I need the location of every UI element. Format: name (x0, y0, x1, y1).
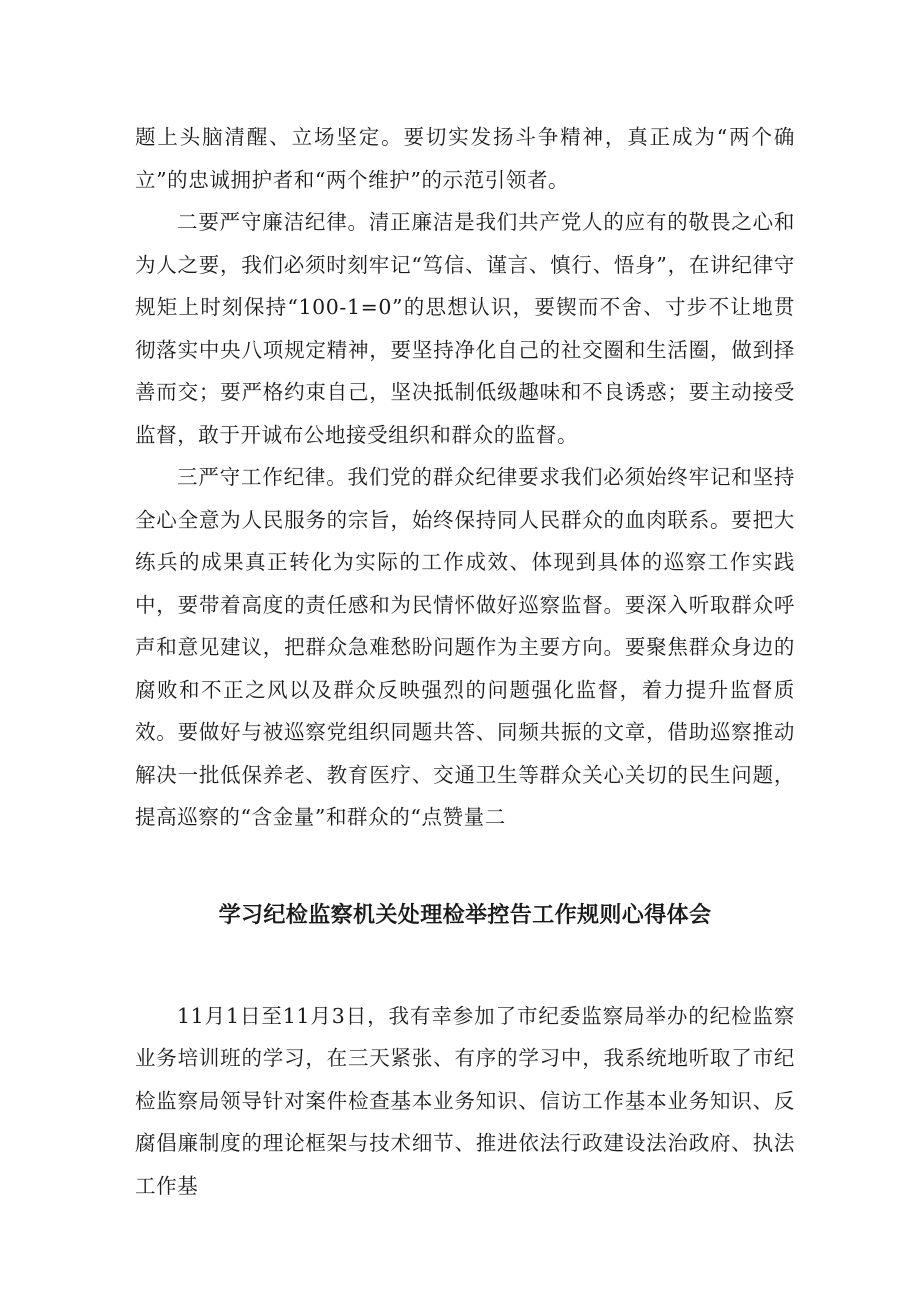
document-body (135, 116, 795, 1207)
article-title: 学习纪检监察机关处理检举控告工作规则心得体会 (218, 902, 712, 928)
paragraph-work-discipline: 三严守工作纪律。我们党的群众纪律要求我们必须始终牢记和坚持全心全意为人民服务的宗旨，始终保持同人民群众的血肉联系。要把大练兵的成果真正转化为实际的工作成效、体现到具体的巡察工作实践中，要带着高度的责任感和为民情怀做好巡察监督。要深入听取群众呼声和意见建议，把群众急难愁盼问题作为主要方向。要聚焦群众身边的腐败和不正之风以及群众反映强烈的问题强化监督，着力提升监督质效。要做好与被巡察党组织同题共答、同频共振的文章，借助巡察推动解决一批低保养老、教育医疗、交通卫生等群众关心关切的民生问题，提高巡察的“含金量”和群众的“点赞量二 (135, 465, 795, 829)
paragraph-continuation: 题上头脑清醒、立场坚定。要切实发扬斗争精神，真正成为“两个确立”的忠诚拥护者和“两个维护”的示范引领者。 (135, 125, 795, 192)
spacer (135, 931, 795, 995)
spacer (135, 839, 795, 901)
paragraph-training-intro: 11月1日至11月3日，我有幸参加了市纪委监察局举办的纪检监察业务培训班的学习，在三天紧张、有序的学习中，我系统地听取了市纪检监察局领导针对案件检查基本业务知识、信访工作基本业务知识、反腐倡廉制度的理论框架与技术细节、推进依法行政建设法治政府、执法工作基 (135, 1003, 795, 1198)
paragraph-integrity-discipline: 二要严守廉洁纪律。清正廉洁是我们共产党人的应有的敬畏之心和为人之要，我们必须时刻牢记“笃信、谨言、慎行、悟身”，在讲纪律守规矩上时刻保持“100-1=0”的思想认识，要锲而不舍、寸步不让地贯彻落实中央八项规定精神，要坚持净化自己的社交圈和生活圈，做到择善而交；要严格约束自己，坚决抵制低级趣味和不良诱惑；要主动接受监督，敢于开诚布公地接受组织和群众的监督。 (135, 210, 795, 447)
